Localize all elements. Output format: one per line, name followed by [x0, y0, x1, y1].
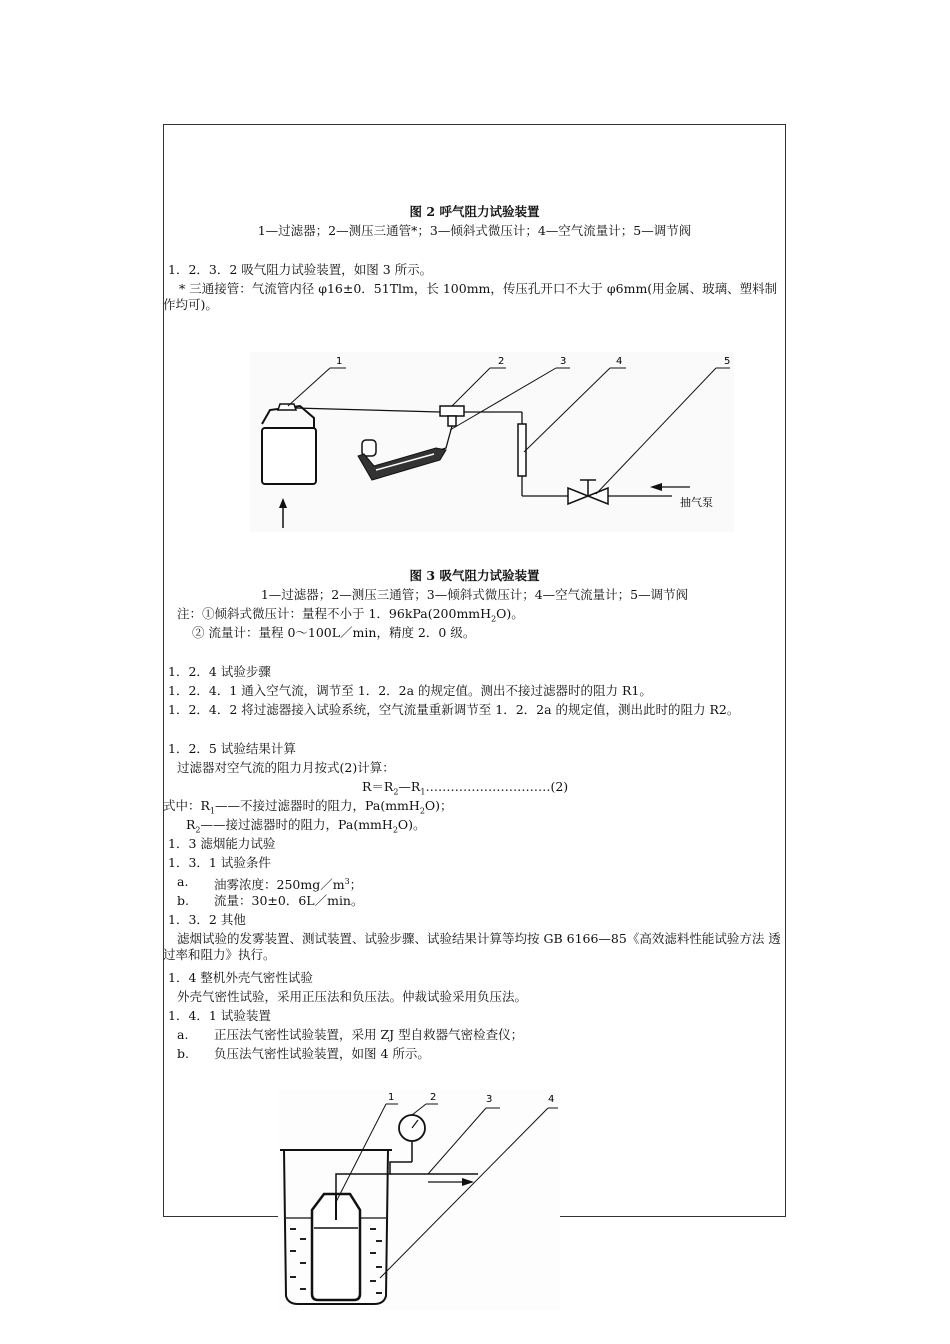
section-1-2-4-title: 1．2．4 试验步骤: [168, 664, 271, 679]
fig3-diagram: [250, 352, 734, 532]
section-1-2-3-2-note: * 三通接管：气流管内径 φ16±0．51Tlm，长 100mm，传压孔开口不大于 φ6mm(用金属、玻璃、塑料制作均可)。: [163, 281, 778, 312]
section-1-2-4-1: 1．2．4．1 通入空气流，调节至 1．2．2a 的规定值。测出不接过滤器时的阻力 R1。: [168, 683, 652, 698]
fig4-label-4: 4: [548, 1094, 555, 1105]
section-1-3-1-b-text: 流量：30±0．6L／min。: [214, 893, 364, 908]
fig3-note-1: 注：①倾斜式微压计：量程不小于 1．96kPa(200mmH$_2$O)。: [177, 606, 524, 624]
section-1-2-5-intro: 过滤器对空气流的阻力月按式(2)计算：: [177, 760, 395, 775]
fig4-label-3: 3: [486, 1094, 493, 1105]
section-1-2-4-2: 1．2．4．2 将过滤器接入试验系统，空气流量重新调节至 1．2．2a 的规定值，测出此时的阻力 R2。: [168, 702, 740, 717]
fig3-note-2: ② 流量计：量程 0～100L／min，精度 2．0 级。: [192, 625, 476, 640]
section-1-4-1-b: b.: [177, 1046, 189, 1061]
section-1-4-1-a: a.: [177, 1027, 189, 1042]
section-1-3-1-title: 1．3．1 试验条件: [168, 855, 271, 870]
fig3-pump-label: 抽气泵: [680, 496, 713, 509]
fig2-legend: 1—过滤器；2—测压三通管*；3—倾斜式微压计；4—空气流量计；5—调节阀: [257, 223, 692, 238]
fig4-label-2: 2: [430, 1092, 437, 1103]
section-1-3-2-text: 滤烟试验的发雾装置、测试装置、试验步骤、试验结果计算等均按 GB 6166—85《高效滤料性能试验方法 透过率和阻力》执行。: [163, 931, 781, 962]
section-1-4-intro: 外壳气密性试验，采用正压法和负压法。仲裁试验采用负压法。: [177, 989, 528, 1004]
fig3-label-5: 5: [724, 356, 731, 367]
fig3-legend: 1—过滤器；2—测压三通管；3—倾斜式微压计；4—空气流量计；5—调节阀: [260, 587, 689, 602]
fig3-label-1: 1: [336, 356, 343, 367]
formula-where-1: 式中：$R_1——$不接过滤器时的阻力，Pa(mmH$_2$O)；: [163, 798, 453, 816]
fig4-diagram: [278, 1090, 560, 1310]
section-1-2-3-2-title: 1．2．3．2 吸气阻力试验装置，如图 3 所示。: [168, 262, 433, 277]
fig4-label-1: 1: [388, 1092, 395, 1103]
section-1-3-title: 1．3 滤烟能力试验: [168, 836, 276, 851]
fig2-caption: 图 2 呼气阻力试验装置: [409, 204, 540, 219]
formula-where-2: $R_2——$接过滤器时的阻力，Pa(mmH$_2$O)。: [186, 817, 426, 835]
section-1-3-1-a: a.: [177, 874, 189, 889]
section-1-3-2-title: 1．3．2 其他: [168, 912, 246, 927]
section-1-4-title: 1．4 整机外壳气密性试验: [168, 970, 313, 985]
section-1-4-1-a-text: 正压法气密性试验装置，采用 ZJ 型自救器气密检查仪；: [214, 1027, 524, 1042]
section-1-2-5-title: 1．2．5 试验结果计算: [168, 741, 296, 756]
fig3-label-2: 2: [498, 356, 505, 367]
section-1-4-1-b-text: 负压法气密性试验装置，如图 4 所示。: [214, 1046, 430, 1061]
section-1-3-1-b: b.: [177, 893, 189, 908]
section-1-4-1-title: 1．4．1 试验装置: [168, 1008, 271, 1023]
fig3-label-4: 4: [616, 356, 623, 367]
fig3-caption: 图 3 吸气阻力试验装置: [409, 568, 540, 583]
section-1-3-1-a-text: 油雾浓度：$250mg/m^3$；: [214, 877, 363, 893]
formula-2: $R=R_2—R_1\dots\dots\dots\dots\dots\dots\dots\dots\dots\dots(2)$: [362, 779, 569, 797]
fig3-label-3: 3: [560, 356, 567, 367]
